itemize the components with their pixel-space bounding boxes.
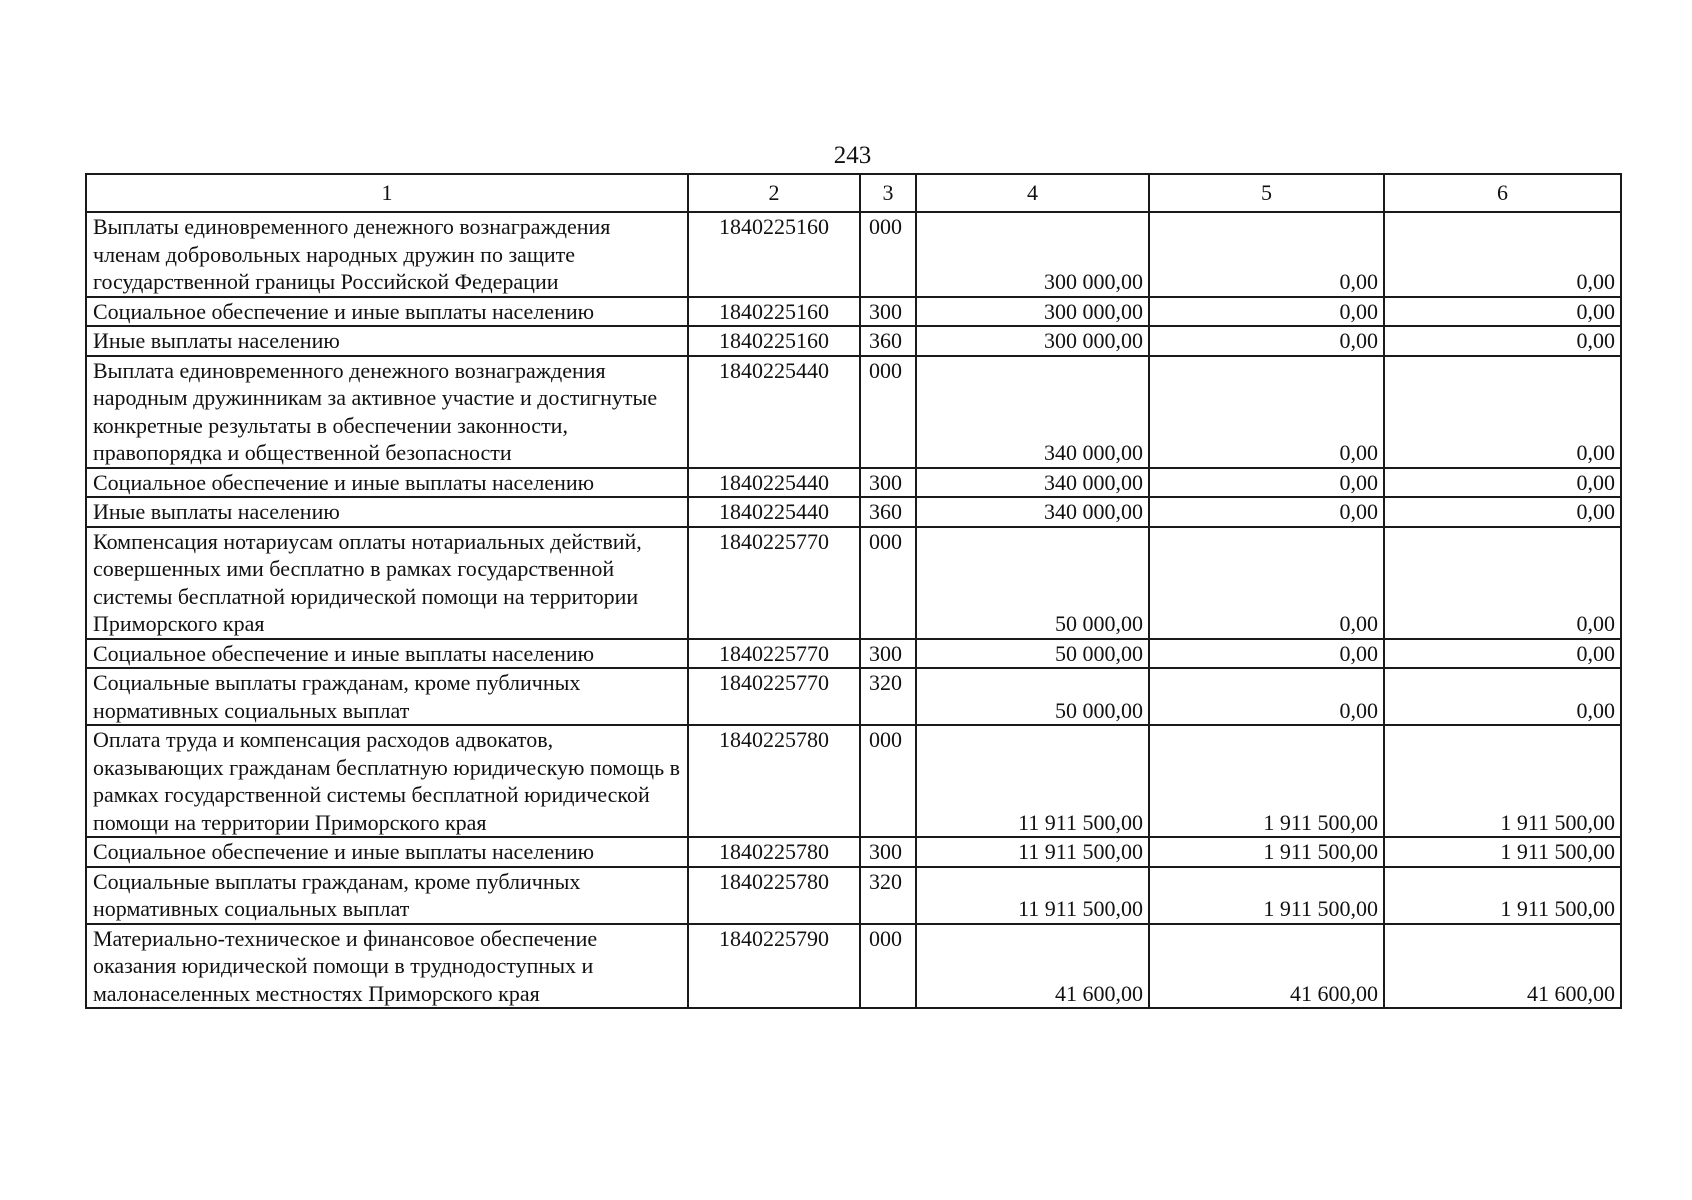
row-name: Социальное обеспечение и иные выплаты населению [86,468,688,498]
row-amount-5: 41 600,00 [1149,924,1384,1009]
row-amount-6: 1 911 500,00 [1384,867,1621,924]
row-amount-4: 340 000,00 [916,497,1149,527]
row-type: 320 [860,867,916,924]
row-name: Иные выплаты населению [86,326,688,356]
row-type: 360 [860,326,916,356]
row-amount-5: 0,00 [1149,527,1384,639]
row-code: 1840225160 [688,297,860,327]
table-row [86,212,1621,297]
row-amount-5: 1 911 500,00 [1149,725,1384,837]
row-name: Социальное обеспечение и иные выплаты населению [86,639,688,669]
row-type: 000 [860,924,916,1009]
column-header: 6 [1384,174,1621,212]
row-amount-5: 0,00 [1149,356,1384,468]
row-amount-4: 300 000,00 [916,212,1149,297]
row-name: Материально-техническое и финансовое обеспечение оказания юридической помощи в труднодоступных и малонаселенных местностях Приморского края [86,924,688,1009]
column-header: 5 [1149,174,1384,212]
row-amount-6: 0,00 [1384,212,1621,297]
row-amount-5: 0,00 [1149,297,1384,327]
row-amount-6: 1 911 500,00 [1384,725,1621,837]
column-header: 1 [86,174,688,212]
row-amount-4: 300 000,00 [916,297,1149,327]
row-type: 360 [860,497,916,527]
row-amount-5: 0,00 [1149,497,1384,527]
table-row [86,527,1621,639]
row-amount-4: 11 911 500,00 [916,867,1149,924]
row-type: 000 [860,725,916,837]
row-code: 1840225440 [688,468,860,498]
table-row [86,924,1621,1009]
row-type: 000 [860,356,916,468]
row-name: Оплата труда и компенсация расходов адвокатов, оказывающих гражданам бесплатную юридическую помощь в рамках государственной системы бесплатной юридической помощи на территории Приморского края [86,725,688,837]
row-amount-6: 0,00 [1384,356,1621,468]
table-row [86,639,1621,669]
row-type: 300 [860,639,916,669]
row-name: Социальные выплаты гражданам, кроме публичных нормативных социальных выплат [86,867,688,924]
row-code: 1840225770 [688,639,860,669]
row-amount-6: 0,00 [1384,639,1621,669]
table-header-row [86,174,1621,212]
row-code: 1840225160 [688,326,860,356]
row-amount-5: 1 911 500,00 [1149,867,1384,924]
row-code: 1840225770 [688,527,860,639]
table-row [86,837,1621,867]
row-amount-6: 1 911 500,00 [1384,837,1621,867]
row-amount-5: 0,00 [1149,212,1384,297]
row-name: Выплаты единовременного денежного вознаграждения членам добровольных народных дружин по защите государственной границы Российской Федерации [86,212,688,297]
row-name: Социальное обеспечение и иные выплаты населению [86,297,688,327]
table-row [86,725,1621,837]
row-code: 1840225780 [688,867,860,924]
row-amount-6: 0,00 [1384,297,1621,327]
column-header: 3 [860,174,916,212]
row-amount-4: 340 000,00 [916,356,1149,468]
row-amount-4: 41 600,00 [916,924,1149,1009]
table-row [86,497,1621,527]
row-amount-4: 50 000,00 [916,668,1149,725]
row-amount-5: 1 911 500,00 [1149,837,1384,867]
row-type: 300 [860,468,916,498]
row-code: 1840225440 [688,356,860,468]
row-name: Социальное обеспечение и иные выплаты населению [86,837,688,867]
row-name: Социальные выплаты гражданам, кроме публичных нормативных социальных выплат [86,668,688,725]
row-amount-5: 0,00 [1149,639,1384,669]
row-amount-6: 0,00 [1384,668,1621,725]
table-row [86,867,1621,924]
row-code: 1840225790 [688,924,860,1009]
row-amount-4: 340 000,00 [916,468,1149,498]
row-amount-6: 0,00 [1384,468,1621,498]
row-code: 1840225780 [688,725,860,837]
table-row [86,326,1621,356]
row-name: Компенсация нотариусам оплаты нотариальных действий, совершенных ими бесплатно в рамках государственной системы бесплатной юридической помощи на территории Приморского края [86,527,688,639]
row-code: 1840225780 [688,837,860,867]
row-amount-5: 0,00 [1149,668,1384,725]
row-amount-4: 300 000,00 [916,326,1149,356]
row-type: 000 [860,212,916,297]
row-amount-6: 41 600,00 [1384,924,1621,1009]
page-number: 243 [833,142,872,169]
column-header: 4 [916,174,1149,212]
row-code: 1840225160 [688,212,860,297]
row-amount-4: 11 911 500,00 [916,837,1149,867]
row-amount-5: 0,00 [1149,468,1384,498]
row-type: 320 [860,668,916,725]
row-amount-6: 0,00 [1384,527,1621,639]
table-row [86,468,1621,498]
column-header: 2 [688,174,860,212]
row-amount-4: 50 000,00 [916,639,1149,669]
row-code: 1840225770 [688,668,860,725]
row-code: 1840225440 [688,497,860,527]
budget-table [85,173,1622,1009]
table-row [86,356,1621,468]
row-amount-4: 50 000,00 [916,527,1149,639]
table-row [86,297,1621,327]
row-name: Выплата единовременного денежного вознаграждения народным дружинникам за активное участие и достигнутые конкретные результаты в обеспечении законности, правопорядка и общественной безопасности [86,356,688,468]
row-amount-5: 0,00 [1149,326,1384,356]
table-row [86,668,1621,725]
row-name: Иные выплаты населению [86,497,688,527]
row-type: 300 [860,297,916,327]
row-amount-6: 0,00 [1384,326,1621,356]
row-amount-4: 11 911 500,00 [916,725,1149,837]
row-type: 000 [860,527,916,639]
row-type: 300 [860,837,916,867]
row-amount-6: 0,00 [1384,497,1621,527]
